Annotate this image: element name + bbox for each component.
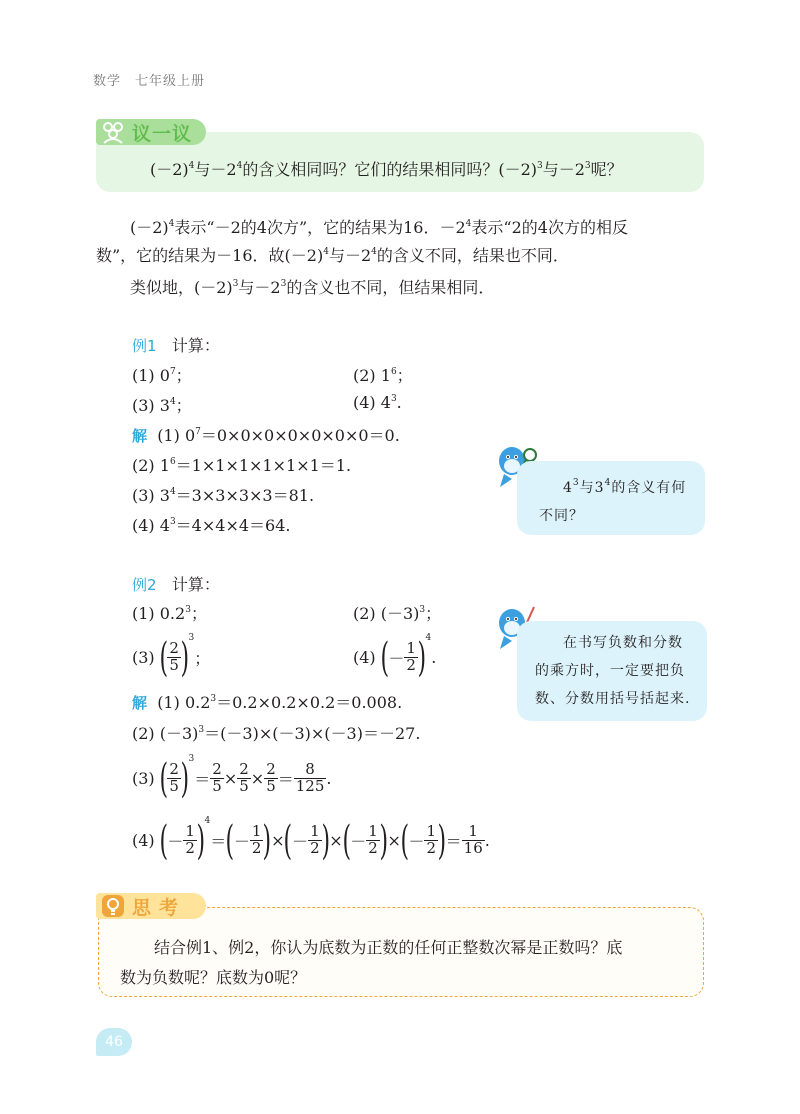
- example-2-problem-1: (1) $0.2^3$；: [132, 604, 207, 623]
- discuss-title: 议一议: [132, 123, 193, 145]
- people-group-icon: [100, 119, 126, 145]
- paragraph-line: 数”，它的结果为－16．故$(-2)^4$与$-2^4$的含义不同，结果也不同．: [96, 246, 569, 265]
- page-number: 46: [96, 1028, 132, 1056]
- example-2-problem-4: (4) (－ $\frac{1}{2}$ )$^4$.: [353, 633, 437, 681]
- think-line-2: 数为负数呢？底数为0呢？: [120, 968, 307, 987]
- example-1-heading: 例1 计算：: [132, 336, 220, 355]
- example-2-problem-3: (3) ( $\frac{2}{5}$ )$^3$；: [132, 633, 211, 681]
- example-1-problem-2: (2) $1^6$；: [353, 366, 413, 385]
- example-1-solution-4: (4) $4^3=4\times 4\times 4=64$.: [132, 516, 291, 535]
- example-1-problem-3: (3) $3^4$；: [132, 396, 192, 415]
- tip-bubble-2: 在书写负数和分数的乘方时，一定要把负数、分数用括号括起来.: [517, 621, 707, 721]
- example-2-solution-1: 解 (1) $0.2^3=0.2\times 0.2\times 0.2=0.008$.: [132, 693, 403, 712]
- example-1-solution-3: (3) $3^4=3\times 3\times 3\times 3=81$.: [132, 486, 315, 505]
- think-title: 思考: [132, 897, 187, 919]
- example-1-problem-4: (4) $4^3$.: [353, 393, 402, 412]
- lightbulb-icon: [100, 893, 126, 919]
- paragraph-line: 类似地，$(-2)^3$与$-2^3$的含义也不同，但结果相同．: [130, 278, 495, 297]
- example-1-problem-1: (1) $0^7$；: [132, 366, 192, 385]
- example-2-problem-2: (2) $(-3)^3$；: [353, 604, 442, 623]
- running-header: 数学 七年级上册: [93, 74, 206, 89]
- discuss-question: $(-2)^4$与$-2^4$的含义相同吗？它们的结果相同吗？$(-2)^3$与$-2^3$呢？: [150, 160, 623, 179]
- example-2-solution-4: (4) (－ $\frac{1}{2}$ )$^4$＝(－ $\frac{1}{2}$ )×(－ $\frac{1}{2}$ )×(－ $\frac{1}{2}$ )×(－ $\frac{1}{2}$ )＝ $\frac{1}{16}$ .: [132, 816, 490, 864]
- example-1-solution-1: 解 (1) $0^7=0\times 0\times 0\times 0\times 0\times 0\times 0=0$.: [132, 426, 400, 445]
- think-line-1: 结合例1、例2，你认为底数为正数的任何正整数次幂是正数吗？底: [154, 938, 623, 957]
- example-2-solution-2: (2) $(-3)^3=(-3)\times(-3)\times(-3)=-27$.: [132, 724, 421, 743]
- example-1-solution-2: (2) $1^6=1\times 1\times 1\times 1\times 1\times 1=1$.: [132, 456, 352, 475]
- example-2-solution-3: (3) ( $\frac{2}{5}$ )$^3$＝ $\frac{2}{5}$ × $\frac{2}{5}$ × $\frac{2}{5}$ ＝ $\frac{8}{125}$ .: [132, 754, 332, 802]
- paragraph-line: $(-2)^4$表示“－2的4次方”，它的结果为16．$-2^4$表示“2的4次方的相反: [130, 218, 628, 237]
- example-2-heading: 例2 计算：: [132, 575, 220, 594]
- tip-bubble-1: $4^3$与$3^4$的含义有何 不同？: [517, 461, 705, 535]
